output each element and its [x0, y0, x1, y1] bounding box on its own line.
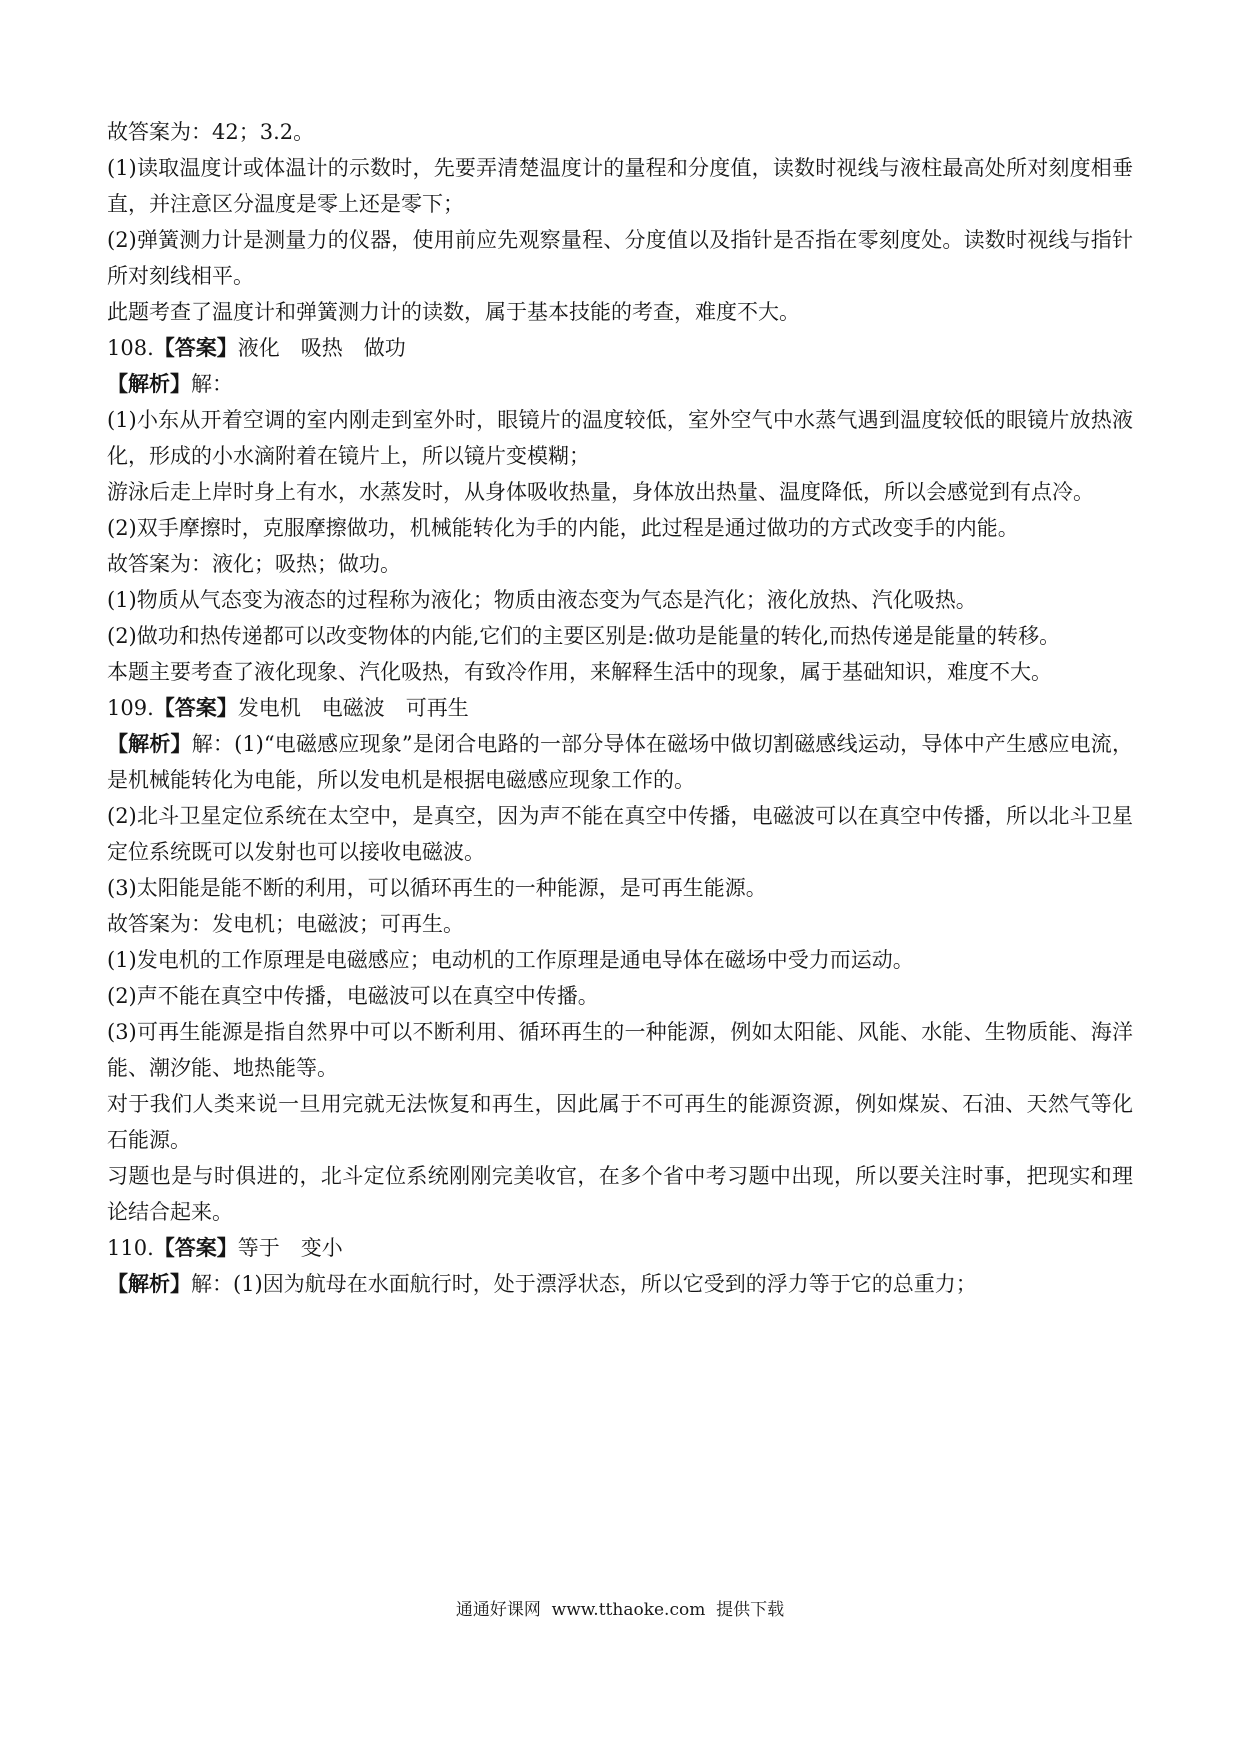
- answer-text: 发电机 电磁波 可再生: [237, 696, 469, 720]
- analysis-paragraph: [107, 726, 1133, 798]
- paragraph: (2)声不能在真空中传播，电磁波可以在真空中传播。: [107, 984, 599, 1008]
- answer-label: 【答案】: [153, 1235, 238, 1260]
- answer-107-continuation: [107, 114, 1133, 330]
- analysis-paragraph: [107, 366, 1133, 402]
- paragraph: 故答案为：发电机；电磁波；可再生。: [107, 912, 464, 936]
- paragraph: 故答案为：42；3.2。: [107, 120, 315, 144]
- analysis-text: 解：(1)“电磁感应现象”是闭合电路的一部分导体在磁场中做切割磁感线运动，导体中产生感应电流，是机械能转化为电能，所以发电机是根据电磁感应现象工作的。: [107, 732, 1133, 792]
- paragraph: (3)太阳能是能不断的利用，可以循环再生的一种能源，是可再生能源。: [107, 876, 767, 900]
- question-heading: [107, 690, 1133, 726]
- paragraph: 故答案为：液化；吸热；做功。: [107, 552, 401, 576]
- footer-watermark: 通通好课网 www.tthaoke.com 提供下载: [455, 1600, 785, 1620]
- paragraph: (1)发电机的工作原理是电磁感应；电动机的工作原理是通电导体在磁场中受力而运动。: [107, 948, 914, 972]
- answer-label: 【答案】: [153, 695, 238, 720]
- question-110: [107, 1230, 1133, 1302]
- paragraph: 此题考查了温度计和弹簧测力计的读数，属于基本技能的考查，难度不大。: [107, 300, 800, 324]
- paragraph: (2)北斗卫星定位系统在太空中，是真空，因为声不能在真空中传播，电磁波可以在真空中传播，所以北斗卫星定位系统既可以发射也可以接收电磁波。: [107, 804, 1133, 864]
- paragraph: 本题主要考查了液化现象、汽化吸热，有致冷作用，来解释生活中的现象，属于基础知识，难度不大。: [107, 660, 1052, 684]
- document-content: [107, 114, 1133, 1302]
- paragraph: (2)双手摩擦时，克服摩擦做功，机械能转化为手的内能，此过程是通过做功的方式改变手的内能。: [107, 516, 1019, 540]
- question-number: 109.: [107, 696, 154, 720]
- answer-text: 液化 吸热 做功: [237, 336, 406, 360]
- analysis-text: 解：(1)因为航母在水面航行时，处于漂浮状态，所以它受到的浮力等于它的总重力；: [191, 1272, 977, 1296]
- paragraph: 游泳后走上岸时身上有水，水蒸发时，从身体吸收热量，身体放出热量、温度降低，所以会感觉到有点冷。: [107, 480, 1094, 504]
- answer-label: 【答案】: [153, 335, 238, 360]
- analysis-text: 解：: [191, 372, 233, 396]
- question-108: [107, 330, 1133, 690]
- paragraph: (1)物质从气态变为液态的过程称为液化；物质由液态变为气态是汽化；液化放热、汽化吸热。: [107, 588, 977, 612]
- analysis-paragraph: [107, 1266, 1133, 1302]
- question-heading: [107, 330, 1133, 366]
- paragraph: (1)小东从开着空调的室内刚走到室外时，眼镜片的温度较低，室外空气中水蒸气遇到温度较低的眼镜片放热液化，形成的小水滴附着在镜片上，所以镜片变模糊；: [107, 408, 1133, 468]
- question-number: 108.: [107, 336, 154, 360]
- paragraph: (2)做功和热传递都可以改变物体的内能,它们的主要区别是:做功是能量的转化,而热传递是能量的转移。: [107, 624, 1061, 648]
- paragraph: (2)弹簧测力计是测量力的仪器，使用前应先观察量程、分度值以及指针是否指在零刻度处。读数时视线与指针所对刻线相平。: [107, 228, 1133, 288]
- paragraph: 对于我们人类来说一旦用完就无法恢复和再生，因此属于不可再生的能源资源，例如煤炭、石油、天然气等化石能源。: [107, 1092, 1133, 1152]
- paragraph: (1)读取温度计或体温计的示数时，先要弄清楚温度计的量程和分度值，读数时视线与液柱最高处所对刻度相垂直，并注意区分温度是零上还是零下；: [107, 156, 1133, 216]
- analysis-label: 【解析】: [107, 371, 191, 396]
- analysis-label: 【解析】: [107, 1271, 191, 1296]
- answer-text: 等于 变小: [237, 1236, 343, 1260]
- question-109: [107, 690, 1133, 1230]
- question-number: 110.: [107, 1236, 154, 1260]
- paragraph: 习题也是与时俱进的，北斗定位系统刚刚完美收官，在多个省中考习题中出现，所以要关注时事，把现实和理论结合起来。: [107, 1164, 1133, 1224]
- question-heading: [107, 1230, 1133, 1266]
- paragraph: (3)可再生能源是指自然界中可以不断利用、循环再生的一种能源，例如太阳能、风能、水能、生物质能、海洋能、潮汐能、地热能等。: [107, 1020, 1133, 1080]
- analysis-label: 【解析】: [107, 731, 192, 756]
